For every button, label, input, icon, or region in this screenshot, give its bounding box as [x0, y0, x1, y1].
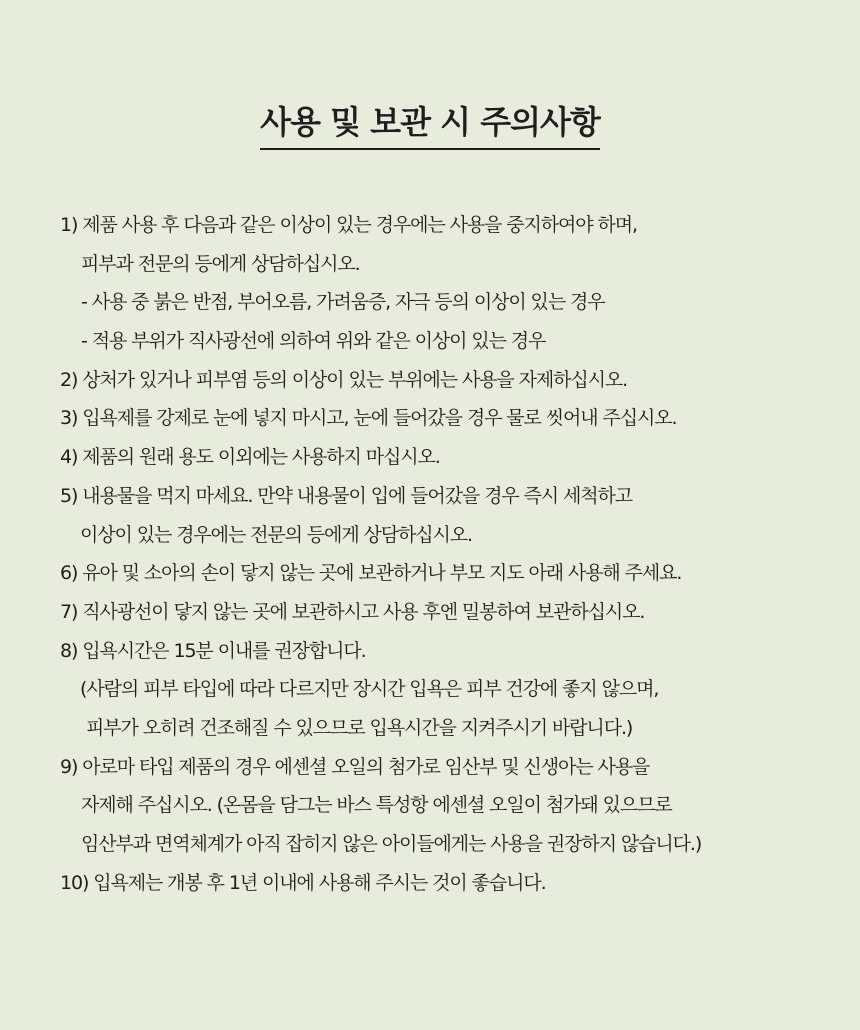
caution-line: 6) 유아 및 소아의 손이 닿지 않는 곳에 보관하거나 부모 지도 아래 사용해 주세요. — [60, 562, 682, 585]
caution-line: - 적용 부위가 직사광선에 의하여 위와 같은 이상이 있는 경우 — [81, 330, 546, 353]
caution-line: 이상이 있는 경우에는 전문의 등에게 상담하십시오. — [80, 523, 472, 546]
page-title-text: 사용 및 보관 시 주의사항 — [260, 100, 600, 150]
caution-line: 1) 제품 사용 후 다음과 같은 이상이 있는 경우에는 사용을 중지하여야 하며, — [60, 214, 637, 236]
page-title — [0, 100, 860, 150]
caution-line: 5) 내용물을 먹지 마세요. 만약 내용물이 입에 들어갔을 경우 즉시 세척하고 — [60, 484, 633, 507]
caution-line: 2) 상처가 있거나 피부염 등의 이상이 있는 부위에는 사용을 자제하십시오. — [60, 368, 628, 391]
caution-line: 임산부과 면역체계가 아직 잡히지 않은 아이들에게는 사용을 권장하지 않습니다.) — [81, 833, 702, 855]
caution-line: - 사용 중 붉은 반점, 부어오름, 가려움증, 자극 등의 이상이 있는 경우 — [81, 291, 605, 314]
caution-line: 피부과 전문의 등에게 상담하십시오. — [81, 252, 360, 275]
caution-line: 3) 입욕제를 강제로 눈에 넣지 마시고, 눈에 들어갔을 경우 물로 씻어내 주십시오. — [60, 407, 677, 430]
caution-line: 8) 입욕시간은 15분 이내를 권장합니다. — [60, 639, 366, 662]
caution-line: (사람의 피부 타입에 따라 다르지만 장시간 입욕은 피부 건강에 좋지 않으며, — [80, 678, 659, 701]
caution-line: 10) 입욕제는 개봉 후 1년 이내에 사용해 주시는 것이 좋습니다. — [60, 871, 546, 894]
caution-line: 7) 직사광선이 닿지 않는 곳에 보관하시고 사용 후엔 밀봉하여 보관하십시오. — [60, 600, 645, 623]
caution-line: 9) 아로마 타입 제품의 경우 에센셜 오일의 첨가로 임산부 및 신생아는 사용을 — [60, 755, 650, 778]
caution-line: 4) 제품의 원래 용도 이외에는 사용하지 마십시오. — [60, 446, 440, 469]
caution-list — [60, 206, 850, 902]
caution-line: 자제해 주십시오. (온몸을 담그는 바스 특성항 에센셜 오일이 첨가돼 있으므로 — [81, 794, 672, 817]
caution-line: 피부가 오히려 건조해질 수 있으므로 입욕시간을 지켜주시기 바랍니다.) — [86, 716, 633, 739]
